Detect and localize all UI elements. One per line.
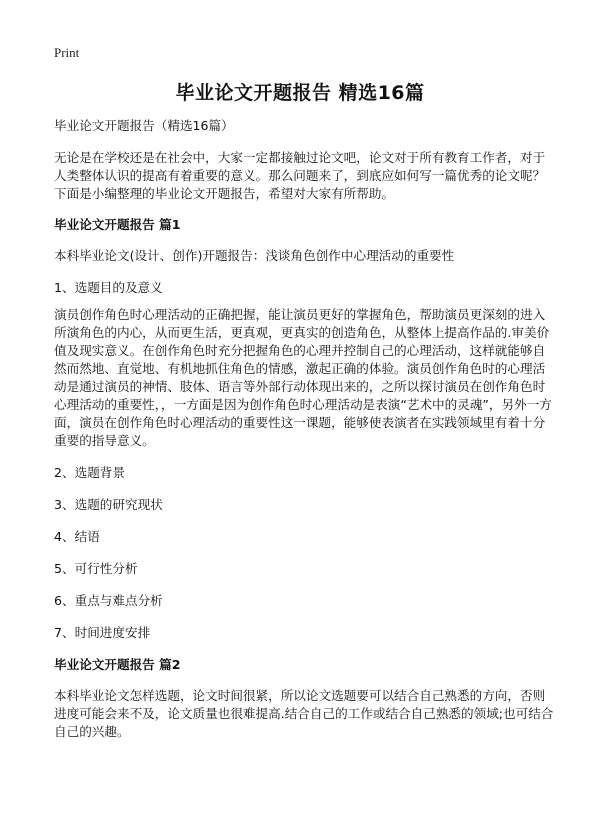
topic-line: 本科毕业论文(设计、创作)开题报告：浅谈角色创作中心理活动的重要性 (54, 248, 455, 263)
list-item: 3、选题的研究现状 (54, 497, 163, 512)
list-item: 2、选题背景 (54, 465, 125, 480)
list-item: 4、结语 (54, 529, 100, 544)
section-heading-2: 毕业论文开题报告 篇2 (54, 657, 181, 672)
section-heading-1: 毕业论文开题报告 篇1 (54, 217, 181, 232)
subtitle: 毕业论文开题报告（精选16篇） (54, 118, 234, 133)
list-item: 7、时间进度安排 (54, 625, 151, 640)
page-title: 毕业论文开题报告 精选16篇 (175, 82, 425, 104)
item-body-paragraph: 演员创作角色时心理活动的正确把握，能让演员更好的掌握角色，帮助演员更深刻的进入所演角色的内心，从而更生活，更真观，更真实的创造角色，从整体上提高作品的.审美价值及现实意义。在创作角色时充分把握角色的心理并控制自己的心理活动，这样就能够自然而然地、直觉地、有机地抓住角色的情感，激起正确的体验。演员创作角色时的心理活动是通过演员的神情、肢体、语言等外部行动体现出来的，之所以探讨演员在创作角色时心理活动的重要性，，一方面是因为创作角色时心理活动是表演“艺术中的灵魂”，另外一方面，演员在创作角色时心理活动的重要性这一课题，能够使表演者在实践领域里有着十分重要的指导意义。 (54, 307, 552, 448)
item-title: 1、选题目的及意义 (54, 280, 163, 295)
list-item: 6、重点与难点分析 (54, 593, 163, 608)
list-item: 5、可行性分析 (54, 561, 138, 576)
section2-paragraph: 本科毕业论文怎样选题，论文时间很紧，所以论文选题要可以结合自己熟悉的方向，否则进度可能会来不及，论文质量也很难提高.结合自己的工作或结合自己熟悉的领域;也可结合自己的兴趣。 (54, 688, 554, 739)
print-link[interactable]: Print (54, 45, 80, 60)
document-body (54, 117, 554, 755)
intro-paragraph: 无论是在学校还是在社会中，大家一定都接触过论文吧，论文对于所有教育工作者，对于人类整体认识的提高有着重要的意义。那么问题来了，到底应如何写一篇优秀的论文呢？下面是小编整理的毕业论文开题报告，希望对大家有所帮助。 (54, 150, 546, 201)
